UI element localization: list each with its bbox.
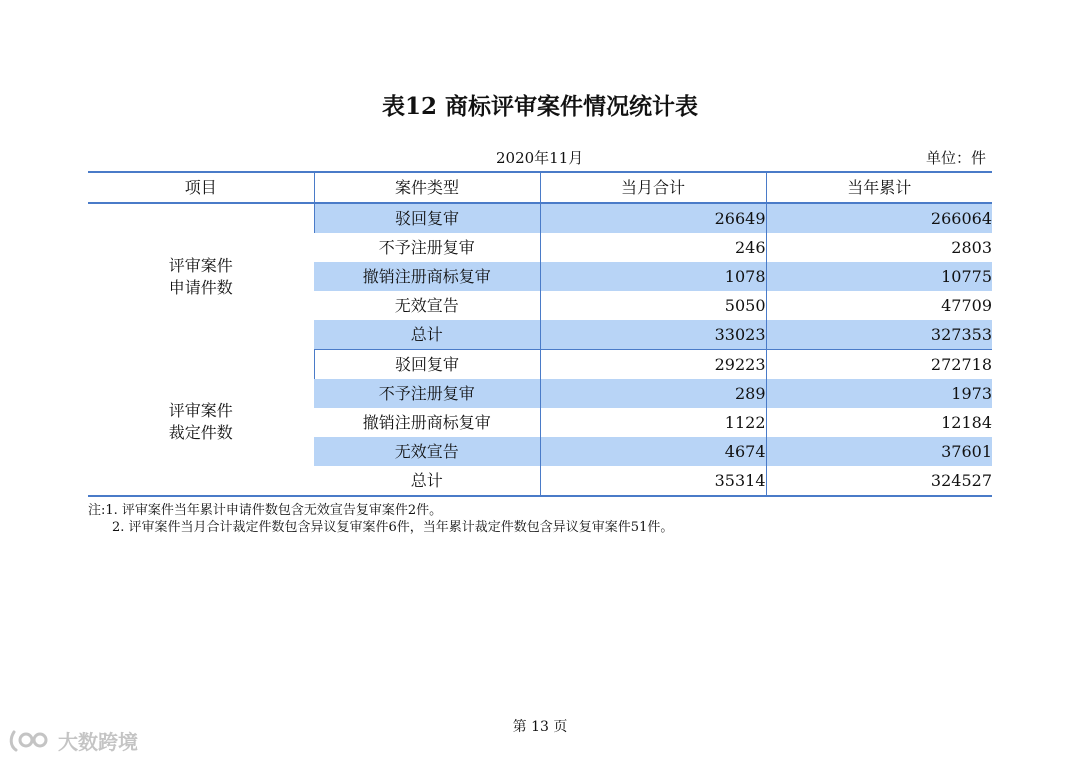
case-type-cell: 驳回复审 [314, 350, 540, 380]
note-line: 注:1. 评审案件当年累计申请件数包含无效宣告复审案件2件。 [88, 503, 443, 518]
group-applications [88, 203, 992, 350]
month-value-cell: 289 [540, 379, 766, 408]
year-value-cell: 2803 [766, 233, 992, 262]
group-decisions [88, 350, 992, 497]
unit-label: 单位：件 [925, 149, 986, 167]
header-case-type: 案件类型 [314, 172, 540, 203]
group-label-line: 申请件数 [168, 277, 233, 297]
month-value-cell: 33023 [540, 320, 766, 350]
note-line: 2. 评审案件当月合计裁定件数包含异议复审案件6件，当年累计裁定件数包含异议复审案件51件。 [112, 520, 674, 535]
case-type-cell: 总计 [314, 320, 540, 350]
table-row [88, 350, 992, 380]
table-meta [88, 147, 992, 169]
year-value-cell: 272718 [766, 350, 992, 380]
case-type-cell: 撤销注册商标复审 [362, 413, 491, 432]
header-year-total: 当年累计 [766, 172, 992, 203]
month-value-cell: 1122 [540, 408, 766, 437]
group-label [88, 350, 314, 497]
year-value-cell: 12184 [766, 408, 992, 437]
year-value-cell: 327353 [766, 320, 992, 350]
month-value-cell: 5050 [540, 291, 766, 320]
year-value-cell: 1973 [766, 379, 992, 408]
group-label [88, 203, 314, 350]
case-type-cell: 撤销注册商标复审 [314, 262, 540, 291]
month-value-cell: 35314 [540, 466, 766, 496]
report-date: 2020年11月 [496, 149, 584, 167]
table-title: 表12 商标评审案件情况统计表 [381, 93, 698, 120]
month-value-cell: 246 [540, 233, 766, 262]
case-type-cell: 无效宣告 [314, 437, 540, 466]
group-label-line: 裁定件数 [168, 423, 233, 443]
case-type-cell: 无效宣告 [394, 296, 459, 315]
year-value-cell: 47709 [766, 291, 992, 320]
year-value-cell: 10775 [766, 262, 992, 291]
case-type-cell: 不予注册复审 [378, 238, 475, 257]
month-value-cell: 29223 [540, 350, 766, 380]
header-month-total: 当月合计 [540, 172, 766, 203]
month-value-cell: 4674 [540, 437, 766, 466]
group-label-line: 评审案件 [168, 255, 233, 275]
case-type-cell: 不予注册复审 [314, 379, 540, 408]
case-type-cell: 驳回复审 [314, 203, 540, 233]
statistics-table [88, 171, 992, 497]
year-value-cell: 266064 [766, 203, 992, 233]
page-number: 第 13 页 [512, 719, 568, 735]
watermark-logo-icon [8, 728, 52, 754]
table-row [88, 203, 992, 233]
year-value-cell: 324527 [766, 466, 992, 496]
group-label-line: 评审案件 [168, 401, 233, 421]
case-type-cell: 总计 [410, 471, 443, 490]
month-value-cell: 1078 [540, 262, 766, 291]
table-notes [88, 502, 673, 536]
year-value-cell: 37601 [766, 437, 992, 466]
watermark-text: 大数跨境 [58, 730, 138, 754]
watermark [8, 726, 138, 755]
header-item: 项目 [88, 172, 314, 203]
header-row [88, 172, 992, 203]
month-value-cell: 26649 [540, 203, 766, 233]
